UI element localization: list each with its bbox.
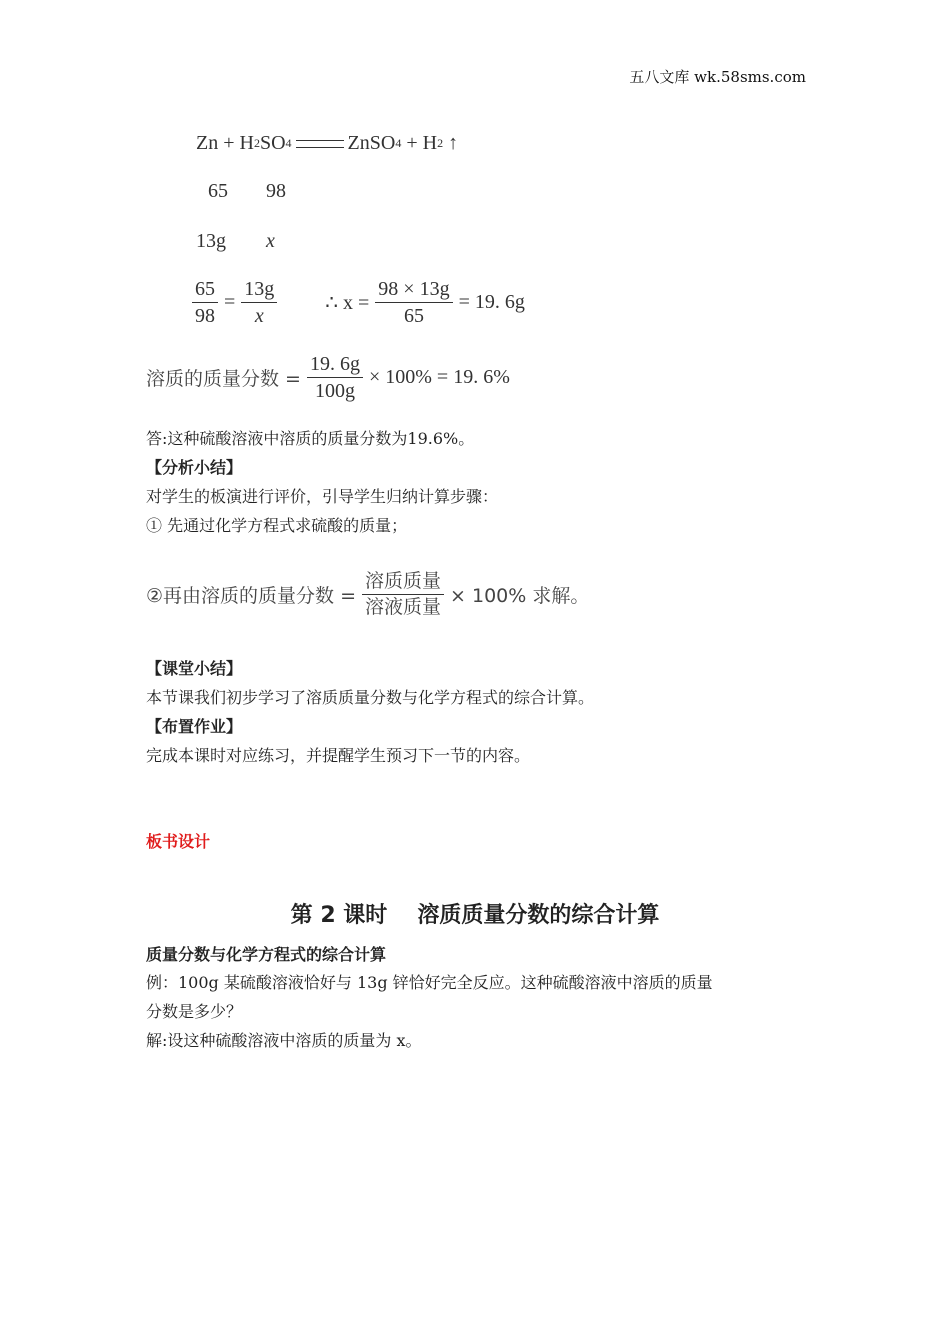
example-line-1: 例：100g 某硫酸溶液恰好与 13g 锌恰好完全反应。这种硫酸溶液中溶质的质量 xyxy=(146,973,713,992)
subscript: 4 xyxy=(285,136,292,150)
yields-sign xyxy=(296,140,344,148)
step2-suffix: × 100% 求解。 xyxy=(450,584,590,607)
molar-mass-h2so4: 98 xyxy=(266,180,286,202)
summary-title: 【课堂小结】 xyxy=(146,659,243,678)
step2-denominator: 溶液质量 xyxy=(365,595,442,618)
mass-fraction-result: × 100% = 19. 6% xyxy=(368,366,510,388)
unknown-x: x xyxy=(266,230,275,252)
zn-symbol: Zn xyxy=(196,132,219,154)
so-symbol: SO xyxy=(259,132,286,154)
ratio-right-denominator: x xyxy=(254,305,264,327)
mass-fraction-row xyxy=(146,353,510,402)
mass-fraction-denominator: 100g xyxy=(314,380,355,402)
analysis-title: 【分析小结】 xyxy=(146,458,243,477)
board-subtitle: 质量分数与化学方程式的综合计算 xyxy=(146,945,387,964)
lesson-number: 第 2 课时 xyxy=(290,903,388,928)
board-design-label: 板书设计 xyxy=(146,832,211,851)
subscript: 2 xyxy=(437,136,444,150)
subscript: 4 xyxy=(395,136,402,150)
calc-denominator: 65 xyxy=(403,305,424,327)
ratio-left-denominator: 98 xyxy=(195,305,215,327)
mass-fraction xyxy=(307,353,363,402)
example-line-2: 分数是多少？ xyxy=(146,1002,243,1021)
ratio-right xyxy=(241,278,277,327)
analysis-step-2 xyxy=(146,571,589,618)
h-symbol: H xyxy=(239,132,254,154)
reaction-equation xyxy=(196,132,458,155)
step2-fraction xyxy=(362,571,444,618)
proportion-row xyxy=(192,278,525,327)
given-mass-zn: 13g xyxy=(196,230,226,252)
analysis-step-1: ① 先通过化学方程式求硫酸的质量； xyxy=(146,516,408,535)
analysis-intro: 对学生的板演进行评价，引导学生归纳计算步骤： xyxy=(146,487,499,506)
calc-result: = 19. 6g xyxy=(458,291,525,313)
therefore-x: ∴ x = xyxy=(325,292,370,314)
znso-symbol: ZnSO xyxy=(347,132,396,154)
mass-fraction-numerator: 19. 6g xyxy=(307,353,363,378)
subscript: 2 xyxy=(253,136,260,150)
mass-fraction-label: 溶质的质量分数 = xyxy=(146,368,301,390)
homework-title: 【布置作业】 xyxy=(146,717,243,736)
solution-line: 解:设这种硫酸溶液中溶质的质量为 x。 xyxy=(146,1031,422,1050)
summary-text: 本节课我们初步学习了溶质质量分数与化学方程式的综合计算。 xyxy=(146,688,595,707)
ratio-left-numerator: 65 xyxy=(192,278,218,303)
step2-prefix: ②再由溶质的质量分数 = xyxy=(146,584,356,607)
step2-numerator: 溶质质量 xyxy=(362,571,444,595)
plus-sign: + xyxy=(223,132,235,154)
ratio-right-numerator: 13g xyxy=(241,278,277,303)
answer-line: 答:这种硫酸溶液中溶质的质量分数为19.6%。 xyxy=(146,429,475,448)
watermark: 五八文库 wk.58sms.com xyxy=(629,68,806,86)
lesson-topic: 溶质质量分数的综合计算 xyxy=(417,903,660,928)
h2-symbol: H xyxy=(422,132,438,154)
calc-numerator: 98 × 13g xyxy=(375,278,452,303)
calc-fraction xyxy=(375,278,452,327)
page-title xyxy=(0,898,950,929)
molar-mass-zn: 65 xyxy=(208,180,228,202)
ratio-left xyxy=(192,278,218,327)
homework-text: 完成本课时对应练习，并提醒学生预习下一节的内容。 xyxy=(146,746,531,765)
gas-arrow-icon: ↑ xyxy=(448,132,459,154)
equals-sign: = xyxy=(224,291,236,313)
plus-sign: + xyxy=(406,132,418,154)
